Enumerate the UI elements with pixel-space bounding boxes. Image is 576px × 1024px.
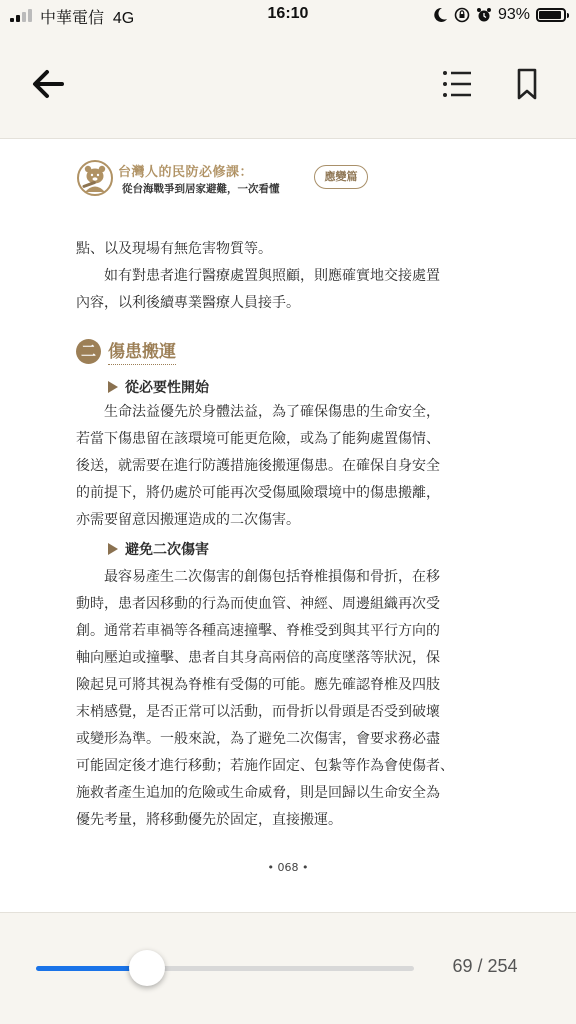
triangle-bullet-icon [108, 381, 118, 393]
orientation-lock-icon [454, 7, 470, 23]
text-line: 如有對患者進行醫療處置與照顧，則應確實地交接處置 [76, 268, 440, 284]
network-type: 4G [112, 10, 135, 27]
bookmark-icon [510, 64, 544, 104]
page-number: • 068 • [267, 861, 309, 874]
status-bar [0, 0, 576, 30]
section-heading [76, 337, 276, 367]
text-line: 施救者產生追加的危險或生命威脅，則是回歸以生命安全為 [76, 785, 440, 801]
bear-mascot-logo [76, 159, 114, 197]
section-title: 傷患搬運 [108, 337, 176, 365]
slider-thumb[interactable] [129, 950, 165, 986]
text-line: 若當下傷患留在該環境可能更危險，或為了能夠處置傷情、 [76, 431, 440, 447]
text-line: 軸向壓迫或撞擊、患者自其身高兩倍的高度墜落等狀況，保 [76, 650, 440, 666]
book-subtitle: 從台海戰爭到居家避難，一次看懂 [122, 183, 280, 195]
arrow-left-icon [28, 64, 68, 104]
alarm-icon [476, 7, 492, 23]
text-line: 動時，患者因移動的行為而使血管、神經、周邊組織再次受 [76, 596, 440, 612]
text-line: 後送，就需要在進行防護措施後搬運傷患。在確保自身安全 [76, 458, 440, 474]
text-line: 點、以及現場有無危害物質等。 [76, 241, 272, 257]
battery-fill [539, 11, 561, 19]
page-counter: 69 / 254 [452, 956, 518, 976]
subheading-2-text: 避免二次傷害 [125, 542, 209, 558]
paragraph-3 [76, 564, 496, 834]
subheading-2 [108, 539, 209, 559]
text-line: 內容，以利後續專業醫療人員接手。 [76, 295, 300, 311]
text-line: 末梢感覺，是否正常可以活動，而骨折以骨頭是否受到破壞 [76, 704, 440, 720]
carrier-name: 中華電信 [40, 10, 105, 27]
text-line: 最容易產生二次傷害的創傷包括脊椎損傷和骨折，在移 [76, 569, 440, 585]
paragraph-1 [76, 236, 496, 317]
subheading-1 [108, 377, 209, 397]
paragraph-2 [76, 399, 496, 534]
text-line: 生命法益優先於身體法益，為了確保傷患的生命安全， [76, 404, 440, 420]
bookmark-button[interactable] [510, 64, 544, 104]
moon-icon [432, 7, 448, 23]
section-number-badge: 二 [76, 339, 101, 364]
text-line: 亦需要留意因搬運造成的二次傷害。 [76, 512, 300, 528]
triangle-bullet-icon [108, 543, 118, 555]
back-button[interactable] [28, 64, 68, 104]
table-of-contents-button[interactable] [437, 66, 477, 102]
text-line: 的前提下，將仍處於可能再次受傷風險環境中的傷患搬離， [76, 485, 440, 501]
book-title: 台灣人的民防必修課： [118, 165, 254, 180]
subheading-1-text: 從必要性開始 [125, 380, 209, 396]
status-right-group [432, 4, 566, 26]
list-icon [437, 66, 477, 102]
text-line: 險起見可將其視為脊椎有受傷的可能。應先確認脊椎及四肢 [76, 677, 440, 693]
battery-percent: 93% [497, 6, 530, 23]
text-line: 可能固定後才進行移動；若施作固定、包紮等作為會使傷者、 [76, 758, 454, 774]
page-progress-slider[interactable] [36, 966, 414, 971]
text-line: 或變形為準。一般來說，為了避免二次傷害，會要求務必盡 [76, 731, 440, 747]
book-page [0, 138, 576, 913]
text-line: 創。通常若車禍等各種高速撞擊、脊椎受到與其平行方向的 [76, 623, 440, 639]
status-time: 16:10 [267, 5, 309, 22]
battery-icon [536, 8, 566, 22]
text-line: 優先考量，將移動優先於固定，直接搬運。 [76, 812, 342, 828]
part-badge: 應變篇 [314, 165, 368, 189]
